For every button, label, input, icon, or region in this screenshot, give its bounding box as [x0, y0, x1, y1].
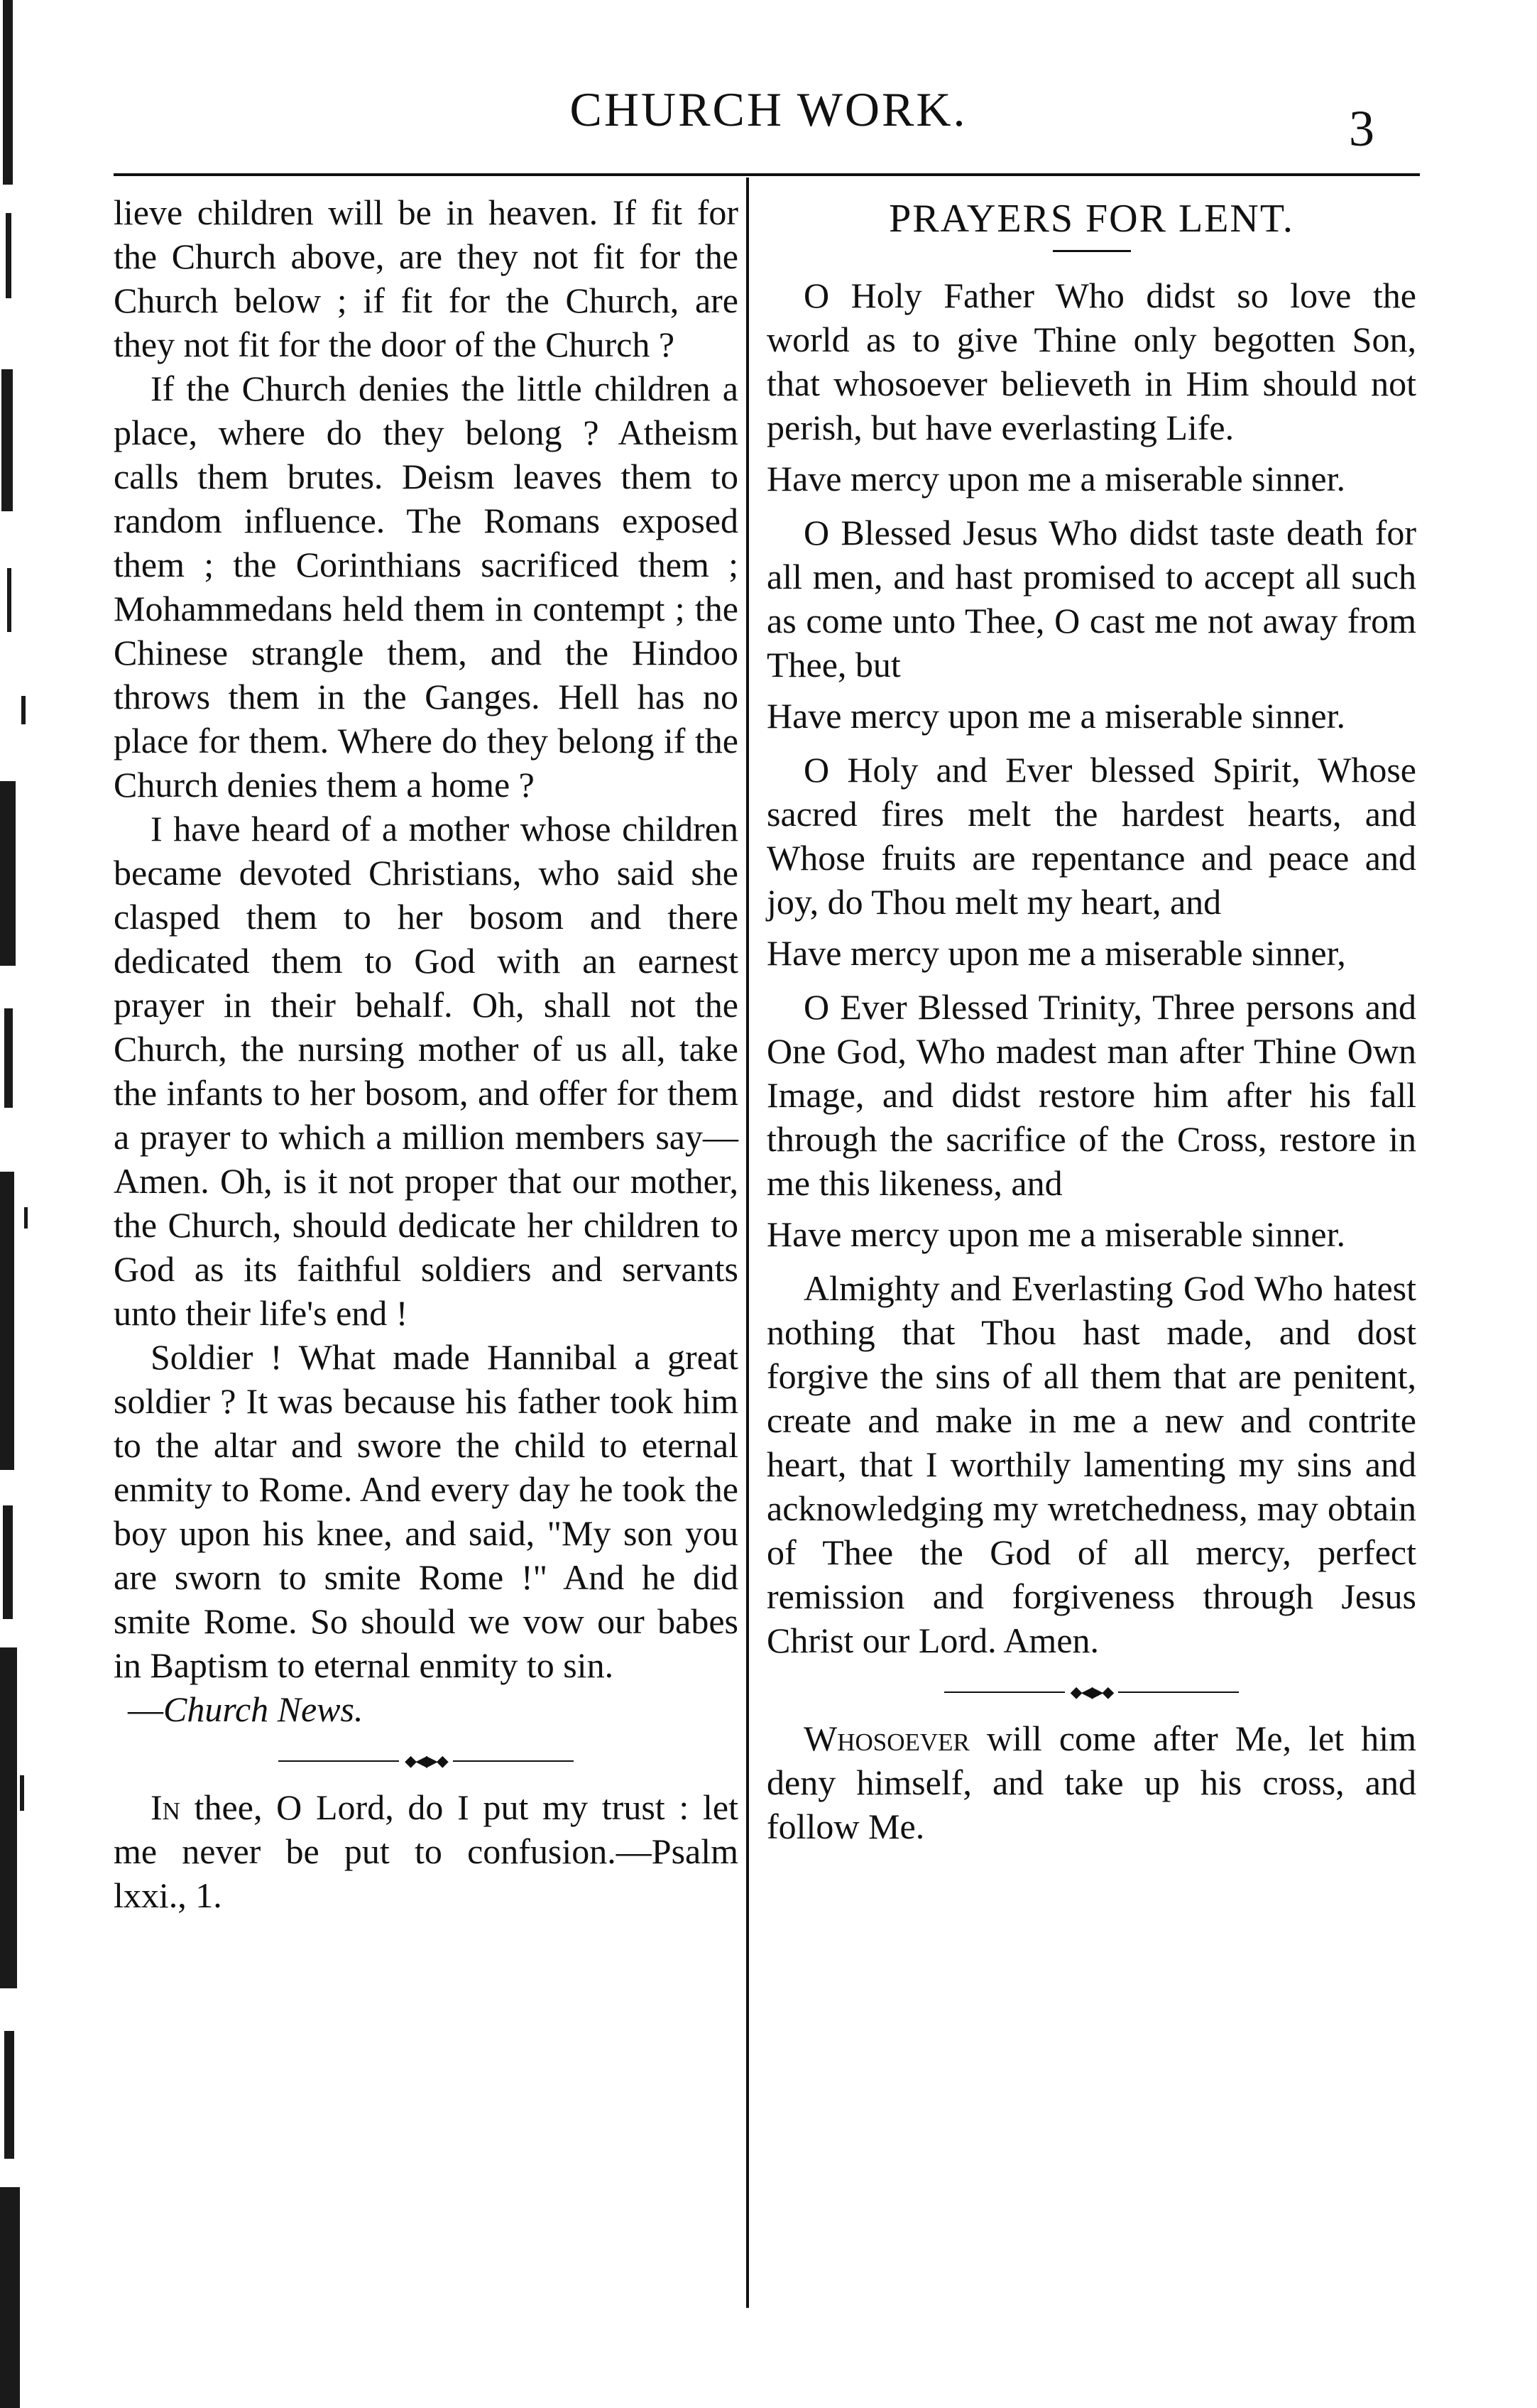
- paragraph-children-in-heaven: lieve children will be in heaven. If fit for the Church above, are they not fit for the Church below ; if fit for the Church, are they not fit for the door of the Church ?: [114, 192, 738, 364]
- response-have-mercy: Have mercy upon me a miserable sinner.: [767, 1214, 1345, 1254]
- scan-edge-artifact: [0, 0, 43, 2408]
- source-attribution: [114, 1687, 738, 1731]
- response-have-mercy: Have mercy upon me a miserable sinner,: [767, 933, 1346, 973]
- running-head: CHURCH WORK.: [569, 82, 968, 136]
- quote-text: thee, O Lord, do I put my trust : let me never be put to confusion.—Psalm lxxi., 1.: [114, 1787, 738, 1915]
- quote-initial: Whosoever: [804, 1718, 970, 1758]
- response-have-mercy: Have mercy upon me a miserable sinner.: [767, 459, 1345, 499]
- source-dash: —: [128, 1689, 163, 1729]
- paragraph-where-do-they-belong: If the Church denies the little children a place, where do they belong ? Atheism calls them brutes. Deism leaves them to random influence. The Romans exposed them ; the Corinthians sacrificed them ; Mohammedans held them in contempt ; the Chinese strangle them, and the Hindoo throws them in the Ganges. Hell has no place for them. Where do they belong if the Church denies them a home ?: [114, 369, 738, 805]
- prayer-to-trinity: O Ever Blessed Trinity, Three persons and One God, Who madest man after Thine Own Image, and didst restore him after his fall through the sacrifice of the Cross, restore in me this likeness, and: [767, 987, 1416, 1203]
- section-title: PRAYERS FOR LENT.: [889, 197, 1294, 241]
- response-have-mercy: Have mercy upon me a miserable sinner.: [767, 696, 1345, 736]
- prayer-almighty: Almighty and Everlasting God Who hatest nothing that Thou hast made, and dost forgive the sins of all them that are penitent, create and make in me a new and contrite heart, that I worthily lamenting my sins and acknowledging my wretchedness, may obtain of Thee the God of all mercy, perfect remission and forgiveness through Jesus Christ our Lord. Amen.: [767, 1268, 1416, 1660]
- quote-initial: In: [151, 1787, 180, 1827]
- ornament-divider: ◆◀▶◆: [114, 1751, 738, 1770]
- prayer-to-jesus: O Blessed Jesus Who didst taste death for all men, and hast promised to accept all such as come unto Thee, O cast me not away from Thee, but: [767, 513, 1416, 685]
- scripture-quote-whosoever: [767, 1716, 1416, 1848]
- left-column: [114, 190, 738, 1917]
- title-rule: [1053, 250, 1131, 252]
- column-divider: [746, 178, 749, 2308]
- prayer-to-father: O Holy Father Who didst so love the world as to give Thine only begotten Son, that whosoever believeth in Him should not perish, but have everlasting Life.: [767, 276, 1416, 447]
- header-rule: [114, 173, 1420, 176]
- page-number: 3: [1349, 100, 1374, 157]
- source-title: Church News.: [163, 1689, 363, 1729]
- scripture-quote-psalm: [114, 1785, 738, 1917]
- ornament-divider: ◆◀▶◆: [767, 1682, 1416, 1701]
- paragraph-mother-dedication: I have heard of a mother whose children became devoted Christians, who said she clasped them to her bosom and there dedicated them to God with an earnest prayer in their behalf. Oh, shall not the Church, the nursing mother of us all, take the infants to her bosom, and offer for them a prayer to which a million members say—Amen. Oh, is it not proper that our mother, the Church, should dedicate her children to God as its faithful soldiers and servants unto their life's end !: [114, 809, 738, 1333]
- quote-text: will come after Me, let him deny himself, and take up his cross, and follow Me.: [767, 1718, 1416, 1846]
- prayer-to-spirit: O Holy and Ever blessed Spirit, Whose sacred fires melt the hardest hearts, and Whose fruits are repentance and peace and joy, do Thou melt my heart, and: [767, 750, 1416, 922]
- right-column: [767, 190, 1416, 1848]
- paragraph-hannibal: Soldier ! What made Hannibal a great soldier ? It was because his father took him to the altar and swore the child to eternal enmity to Rome. And every day he took the boy upon his knee, and said, "My son you are sworn to smite Rome !" And he did smite Rome. So should we vow our babes in Baptism to eternal enmity to sin.: [114, 1337, 738, 1685]
